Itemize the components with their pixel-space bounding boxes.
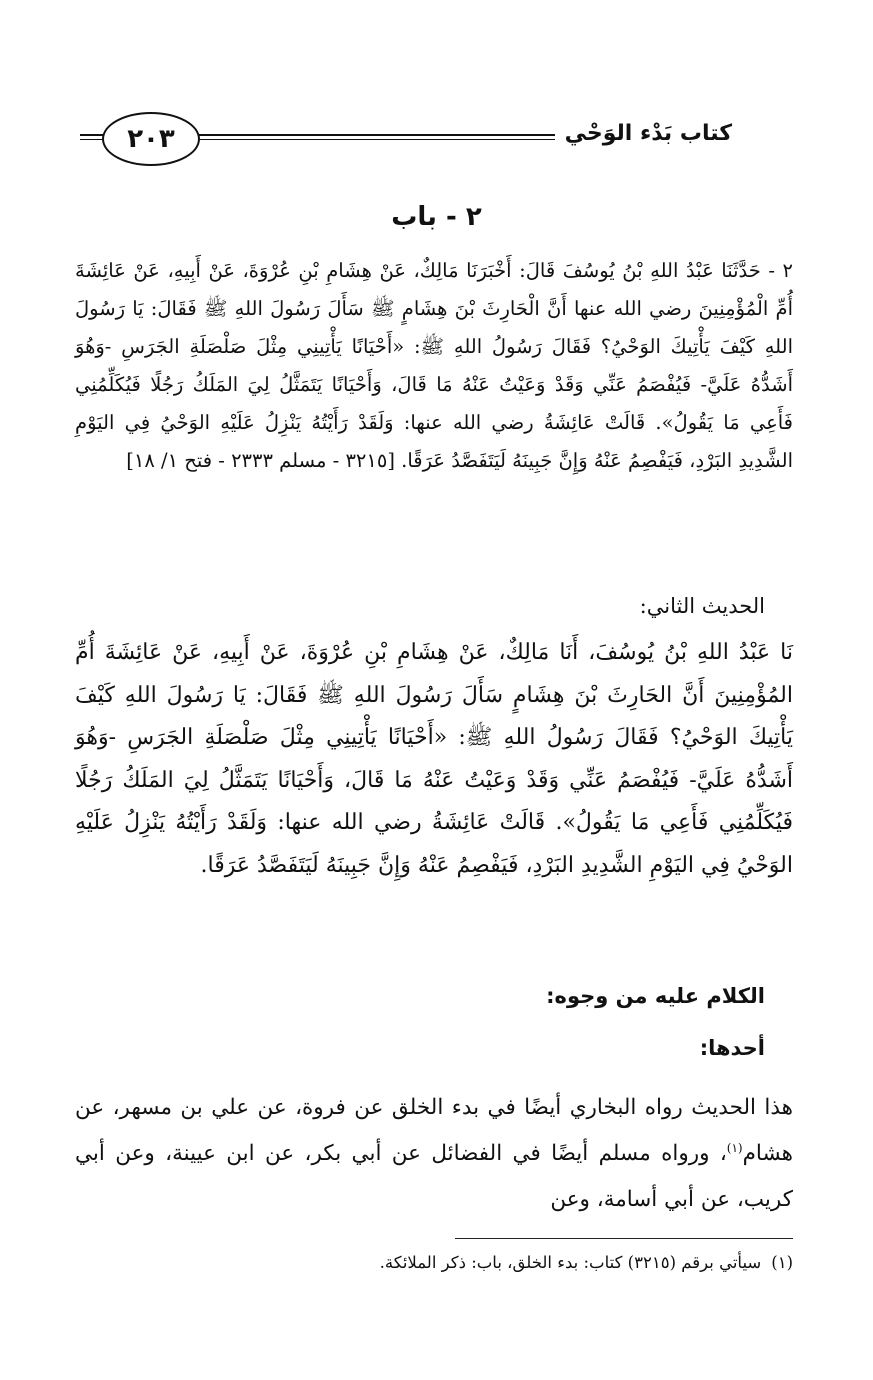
running-title: كتاب بَدْء الوَحْي — [555, 117, 740, 151]
commentary-heading: الكلام عليه من وجوه: — [546, 984, 765, 1008]
footnote — [75, 1248, 793, 1278]
hadith-2-heading: الحديث الثاني: — [639, 594, 765, 618]
hadith-2-text: نَا عَبْدُ اللهِ بْنُ يُوسُفَ، أَنَا مَالِكٌ، عَنْ هِشَامِ بْنِ عُرْوَةَ، عَنْ أَبِيهِ، عَنْ عَائِشَةَ أُمِّ المُؤْمِنِينَ أَنَّ الحَارِثَ بْنَ هِشَامٍ سَأَلَ رَسُولَ اللهِ ﷺ فَقَالَ: يَا رَسُولَ اللهِ كَيْفَ يَأْتِيكَ الوَحْيُ؟ فَقَالَ رَسُولُ اللهِ ﷺ: «أَحْيَانًا يَأْتِينِي مِثْلَ صَلْصَلَةِ الجَرَسِ -وَهُوَ أَشَدُّهُ عَلَيَّ- فَيُفْصَمُ عَنِّي وَقَدْ وَعَيْتُ عَنْهُ مَا قَالَ، وَأَحْيَانًا يَتَمَثَّلُ لِيَ المَلَكُ رَجُلًا فَيُكَلِّمُنِي فَأَعِي مَا يَقُولُ». قَالَتْ عَائِشَةُ رضي الله عنها: وَلَقَدْ رَأَيْتُهُ يَنْزِلُ عَلَيْهِ الوَحْيُ فِي اليَوْمِ الشَّدِيدِ البَرْدِ، فَيَفْصِمُ عَنْهُ وَإِنَّ جَبِينَهُ لَيَتَفَصَّدُ عَرَقًا. — [75, 640, 793, 878]
hadith-text: ٢ - حَدَّثَنَا عَبْدُ اللهِ بْنُ يُوسُفَ قَالَ: أَخْبَرَنَا مَالِكٌ، عَنْ هِشَامِ بْنِ عُرْوَةَ، عَنْ أَبِيهِ، عَنْ عَائِشَةَ أُمِّ الْمُؤْمِنِينَ رضي الله عنها أَنَّ الْحَارِثَ بْنَ هِشَامٍ ﷺ سَأَلَ رَسُولَ اللهِ ﷺ فَقَالَ: يَا رَسُولَ اللهِ كَيْفَ يَأْتِيكَ الوَحْيُ؟ فَقَالَ رَسُولُ اللهِ ﷺ: «أَحْيَانًا يَأْتِينِي مِثْلَ صَلْصَلَةِ الجَرَسِ -وَهُوَ أَشَدُّهُ عَلَيَّ- فَيُفْصَمُ عَنِّي وَقَدْ وَعَيْتُ عَنْهُ مَا قَالَ، وَأَحْيَانًا يَتَمَثَّلُ لِيَ المَلَكُ رَجُلًا فَيُكَلِّمُنِي فَأَعِي مَا يَقُولُ». قَالَتْ عَائِشَةُ رضي الله عنها: وَلَقَدْ رَأَيْتُهُ يَنْزِلُ عَلَيْهِ الوَحْيُ فِي اليَوْمِ الشَّدِيدِ البَرْدِ، فَيَفْصِمُ عَنْهُ وَإِنَّ جَبِينَهُ لَيَتَفَصَّدُ عَرَقًا. [٣٢١٥ - مسلم ٢٣٣٣ - فتح ١/ ١٨] — [75, 259, 793, 472]
commentary-text-part-1: هذا الحديث رواه البخاري أيضًا في بدء الخلق عن فروة، عن علي بن مسهر، عن هشام — [75, 1095, 793, 1166]
footnote-text: سيأتي برقم (٣٢١٥) كتاب: بدء الخلق، باب: ذكر الملائكة. — [379, 1253, 762, 1272]
footnote-marker: (١) — [771, 1253, 793, 1272]
first-point-heading: أحدها: — [699, 1036, 765, 1060]
footnote-divider — [455, 1238, 793, 1239]
commentary-paragraph — [75, 1085, 793, 1223]
footnote-reference[interactable]: (١) — [726, 1140, 743, 1155]
running-header — [80, 112, 740, 170]
commentary-text-part-2: ، ورواه مسلم أيضًا في الفضائل عن أبي بكر، عن ابن عيينة، وعن أبي كريب، عن أبي أسامة، وعن — [75, 1141, 793, 1212]
section-heading: ٢ - باب — [391, 202, 482, 232]
page-number: ٢٠٣ — [102, 112, 200, 166]
